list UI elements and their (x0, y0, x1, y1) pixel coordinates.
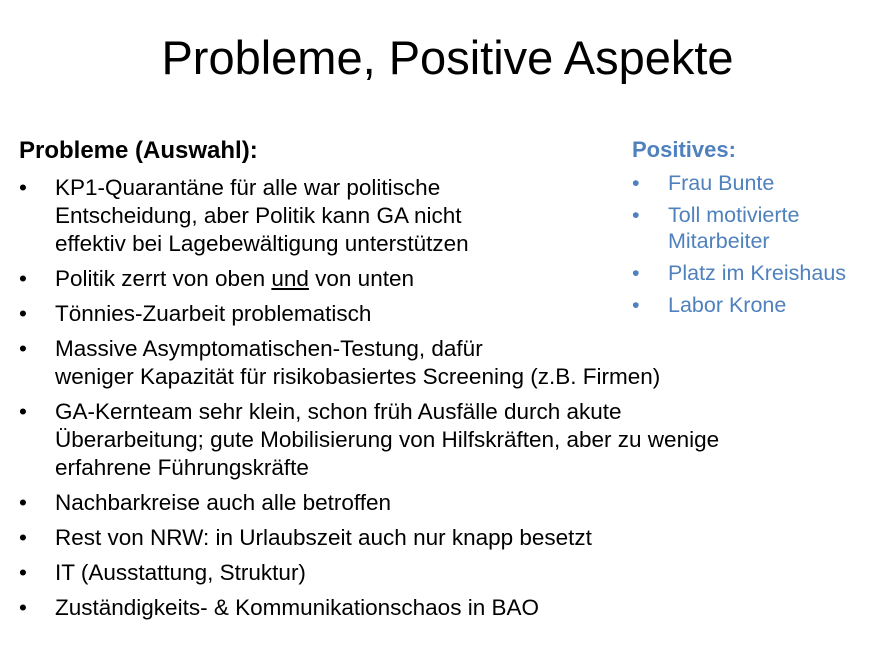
problem-item-text: Zuständigkeits- & Kommunikationschaos in BAO (55, 595, 539, 620)
problem-item (19, 559, 879, 587)
positive-item (632, 202, 882, 254)
positive-item-text: Platz im Kreishaus (668, 261, 847, 285)
bullet-icon: • (19, 560, 27, 585)
problem-item-text: Rest von NRW: in Urlaubszeit auch nur knapp besetzt (55, 525, 592, 550)
problems-heading: Probleme (Auswahl): (19, 137, 258, 164)
bullet-icon: • (19, 490, 27, 515)
problem-item-text: GA-Kernteam sehr klein, schon früh Ausfälle durch akute Überarbeitung; gute Mobilisierung von Hilfskräften, aber zu wenige erfahrene Führungskräfte (55, 399, 720, 480)
problem-item (19, 489, 879, 517)
bullet-icon: • (19, 266, 27, 291)
positive-item (632, 170, 882, 196)
bullet-icon: • (632, 293, 640, 317)
problem-item-text-before: Politik zerrt von oben (55, 266, 272, 291)
bullet-icon: • (19, 399, 27, 424)
problem-item (19, 524, 879, 552)
problem-item (19, 594, 879, 622)
bullet-icon: • (19, 336, 27, 361)
problem-item-text-after: von unten (308, 266, 414, 291)
positive-item (632, 260, 882, 286)
problem-item-text-underlined: und (271, 266, 309, 291)
problem-item (19, 398, 879, 482)
bullet-icon: • (19, 595, 27, 620)
bullet-icon: • (632, 203, 640, 227)
bullet-icon: • (632, 171, 640, 195)
bullet-icon: • (19, 175, 27, 200)
positive-item-text: Frau Bunte (668, 171, 775, 195)
positive-item (632, 292, 882, 318)
problem-item-text: IT (Ausstattung, Struktur) (55, 560, 306, 585)
slide-title: Probleme, Positive Aspekte (161, 31, 734, 84)
problem-item (19, 335, 879, 391)
positives-heading: Positives: (632, 137, 736, 162)
problem-item-text: Massive Asymptomatischen-Testung, dafür weniger Kapazität für risikobasiertes Screening (z.B. Firmen) (55, 336, 661, 389)
problem-item-text: KP1-Quarantäne für alle war politische Entscheidung, aber Politik kann GA nicht effektiv bei Lagebewältigung unterstützen (55, 175, 469, 256)
problem-item (19, 265, 595, 293)
positive-item-text: Labor Krone (668, 293, 787, 317)
positive-item-text: Toll motivierte Mitarbeiter (668, 203, 800, 253)
problem-item-text: Tönnies-Zuarbeit problematisch (55, 301, 372, 326)
problem-item-text: Nachbarkreise auch alle betroffen (55, 490, 392, 515)
bullet-icon: • (632, 261, 640, 285)
bullet-icon: • (19, 525, 27, 550)
positives-list (632, 170, 882, 324)
bullet-icon: • (19, 301, 27, 326)
